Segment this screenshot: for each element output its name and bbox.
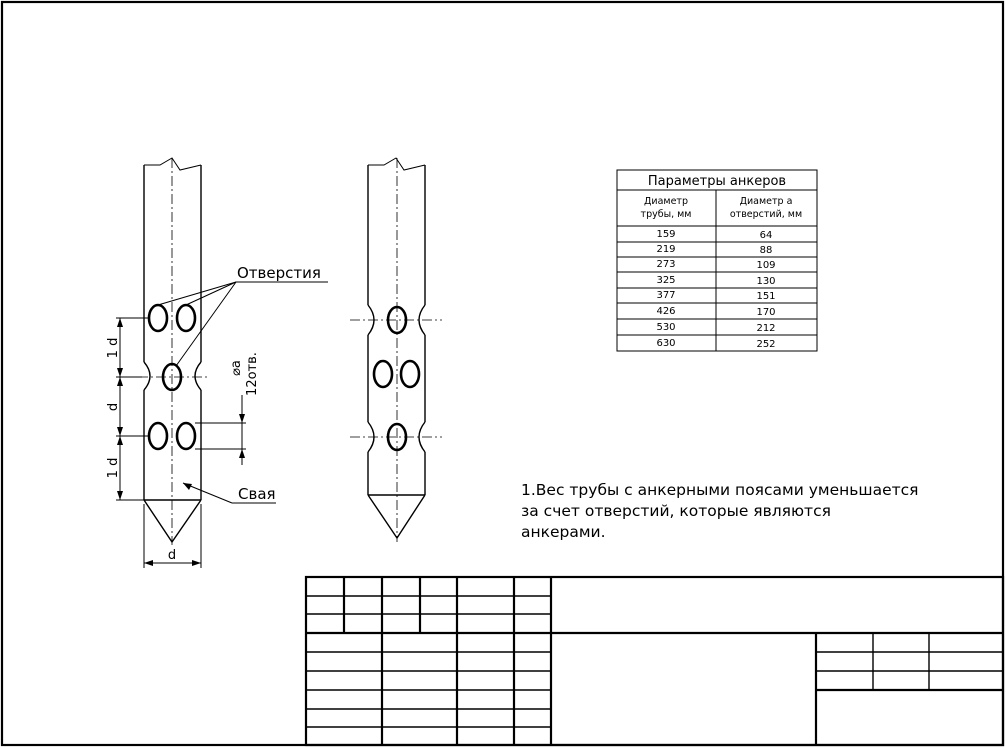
header-pipe-line1: Диаметр [644, 196, 688, 207]
table-cell: 219 [656, 244, 676, 255]
anchor-hole [149, 305, 167, 331]
note-line-2: за счет отверстий, которые являются [521, 502, 831, 520]
header-hole-line2: отверстий, мм [729, 209, 803, 220]
table-title: Параметры анкеров [647, 174, 787, 189]
pile-view-side [350, 158, 442, 542]
table-cell: 252 [756, 339, 776, 350]
table-cell: 88 [759, 245, 773, 256]
table-cell: 630 [656, 338, 676, 349]
table-cell: 273 [656, 259, 676, 270]
holes-label: Отверстия [237, 264, 321, 282]
anchor-hole [149, 423, 167, 449]
anchor-hole [177, 305, 195, 331]
table-cell: 212 [756, 323, 776, 334]
table-cell: 64 [759, 230, 773, 241]
table-cell: 325 [656, 275, 676, 286]
anchor-parameters-table [617, 170, 817, 351]
pile-label: Свая [238, 485, 276, 503]
table-cell: 109 [756, 260, 776, 271]
pitch-label-1: 1 d [106, 337, 121, 359]
pitch-label-3: 1 d [106, 457, 121, 479]
header-pipe-line2: трубы, мм [640, 209, 692, 220]
table-cell: 377 [656, 290, 676, 301]
anchor-hole [177, 423, 195, 449]
note-line-1: 1.Вес трубы с анкерными поясами уменьшается [521, 481, 919, 499]
table-cell: 426 [656, 306, 676, 317]
table-cell: 159 [656, 229, 676, 240]
pitch-label-2: d [106, 402, 121, 412]
drawing-note [521, 481, 918, 541]
table-cell: 170 [756, 307, 776, 318]
pile-view-front [106, 158, 328, 568]
header-hole-line1: Диаметр а [739, 196, 793, 207]
anchor-hole [374, 361, 392, 387]
table-cell: 530 [656, 322, 676, 333]
table-cell: 130 [756, 276, 776, 287]
title-block [306, 577, 1003, 745]
hole-count-label: 12отв. [245, 352, 260, 396]
note-line-3: анкерами. [521, 523, 606, 541]
width-label: d [167, 548, 177, 563]
anchor-hole [401, 361, 419, 387]
hole-diameter-label: ⌀a [229, 360, 244, 376]
table-cell: 151 [756, 291, 776, 302]
